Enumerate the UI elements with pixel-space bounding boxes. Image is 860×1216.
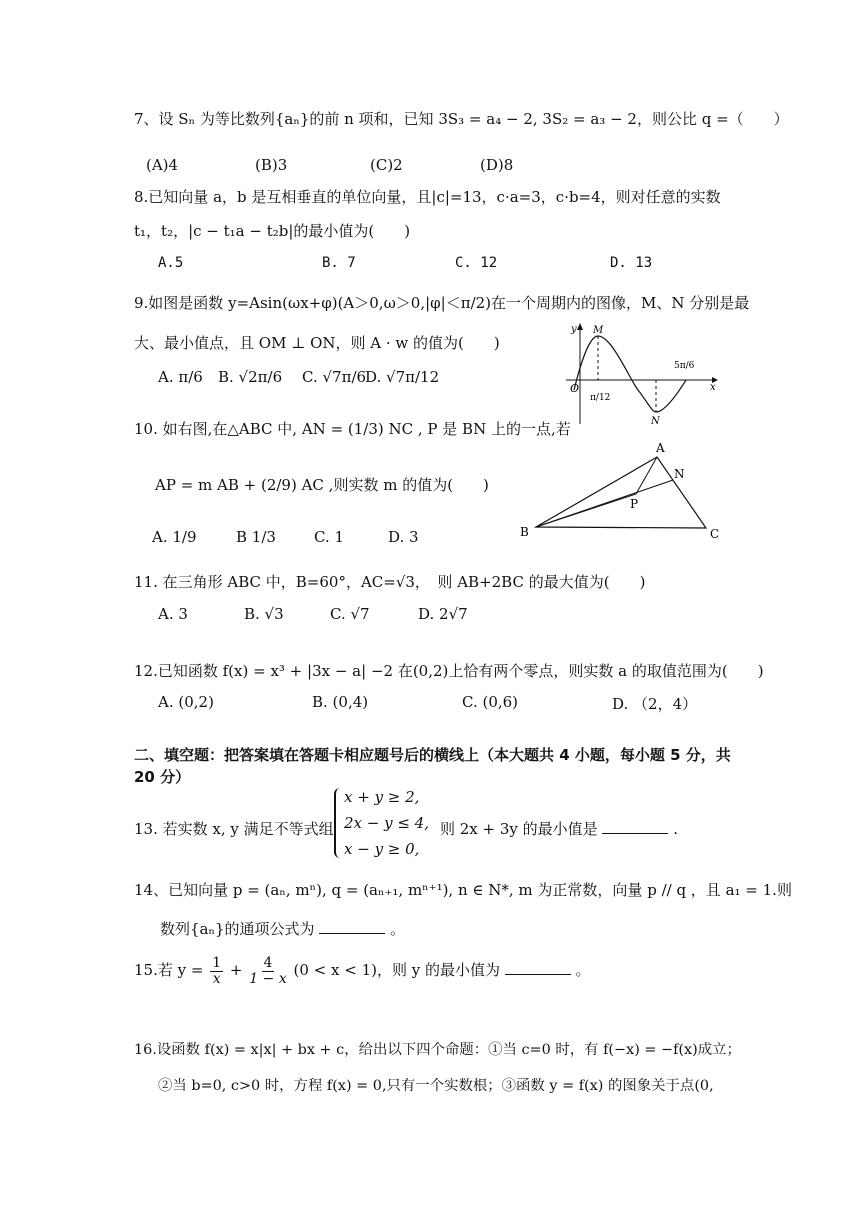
q9-line2: 大、最小值点，且 OM ⊥ ON，则 A · w 的值为( ) [134, 334, 500, 352]
q7-option-a: (A)4 [146, 156, 179, 174]
q13-end: . [673, 820, 679, 838]
q12-text: 12.已知函数 f(x) = x³ + |3x − a| −2 在(0,2)上恰有两个零点，则实数 a 的取值范围为( ) [134, 662, 764, 680]
segment-bp [536, 494, 639, 527]
q8-option-b: B. 7 [322, 255, 356, 271]
q13-constraint-3: x − y ≥ 0, [344, 840, 420, 858]
inequality-brace [334, 788, 342, 858]
q13-constraint-1: x + y ≥ 2, [344, 788, 420, 806]
q14-line2: 数列{aₙ}的通项公式为 [160, 920, 315, 938]
q12-option-a: A. (0,2) [158, 693, 214, 711]
q14-line2-wrap [160, 918, 405, 939]
y-arrow-icon [577, 323, 583, 330]
q13-prefix: 13. 若实数 x, y 满足不等式组 [134, 820, 334, 838]
q13-suffix [440, 818, 678, 839]
q12-option-c: C. (0,6) [462, 693, 519, 711]
q9-option-d: D. √7π/12 [365, 368, 440, 386]
q12-option-b: B. (0,4) [312, 693, 369, 711]
q10-option-b: B 1/3 [236, 528, 276, 546]
q11-text: 11. 在三角形 ABC 中，B=60°，AC=√3， 则 AB+2BC 的最大值为( ) [134, 573, 646, 591]
point-p-label: P [630, 497, 639, 511]
q15-prefix: 15.若 y = [134, 961, 204, 980]
sine-graph [560, 320, 720, 428]
vertex-a-label: A [656, 441, 665, 455]
q9-option-c: C. √7π/6 [302, 368, 367, 386]
q16-line1: 16.设函数 f(x) = x|x| + bx + c，给出以下四个命题：①当 c=0 时，有 f(−x) = −f(x)成立； [134, 1042, 741, 1058]
section-2-heading-line1: 二、填空题：把答案填在答题卡相应题号后的横线上（本大题共 4 小题，每小题 5 分，共 [134, 746, 731, 764]
q13-suffix-text: 则 2x + 3y 的最小值是 [440, 820, 598, 838]
point-n-label: N [674, 467, 685, 481]
q15-end: 。 [575, 961, 591, 980]
q11-option-b: B. √3 [244, 605, 284, 623]
q8-option-a: A.5 [158, 255, 184, 271]
q15-line [134, 956, 591, 986]
x-label: x [710, 382, 716, 393]
q15-condition: (0 < x < 1)，则 y 的最小值为 [293, 961, 500, 980]
q11-option-d: D. 2√7 [418, 605, 468, 623]
triangle-figure [512, 438, 732, 548]
q13-answer-blank[interactable] [602, 819, 668, 834]
q10-option-d: D. 3 [388, 528, 419, 546]
q10-line2: AP = m AB + (2/9) AC ,则实数 m 的值为( ) [155, 476, 489, 494]
section-2-heading-line2: 20 分） [134, 768, 191, 786]
origin-label: O [570, 382, 580, 395]
q9-option-a: A. π/6 [158, 368, 203, 386]
q11-option-a: A. 3 [158, 605, 188, 623]
q8-option-c: C. 12 [455, 255, 498, 271]
n-label: N [651, 416, 660, 427]
q14-end: 。 [390, 920, 406, 938]
q14-line1: 14、已知向量 p = (aₙ, mⁿ), q = (aₙ₊₁, mⁿ⁺¹), n ∈ N*, m 为正常数，向量 p // q ，且 a₁ = 1.则 [134, 881, 792, 899]
q10-line1: 10. 如右图,在△ABC 中, AN = (1/3) NC , P 是 BN 上的一点,若 [134, 420, 571, 438]
q11-option-c: C. √7 [330, 605, 370, 623]
q12-option-d: D. （2，4） [612, 695, 698, 713]
q13-constraint-2: 2x − y ≤ 4, [344, 814, 429, 832]
q7-option-d: (D)8 [480, 156, 514, 174]
q8-line2: t₁，t₂，|c − t₁a − t₂b|的最小值为( ) [134, 222, 411, 240]
q10-option-c: C. 1 [314, 528, 345, 546]
tick-pi-over-12: π/12 [590, 393, 611, 403]
tick-5pi-over-6: 5π/6 [674, 361, 695, 371]
q15-answer-blank[interactable] [505, 960, 571, 975]
vertex-c-label: C [710, 527, 720, 541]
q8-option-d: D. 13 [610, 255, 653, 271]
q9-option-b: B. √2π/6 [218, 368, 283, 386]
q10-option-a: A. 1/9 [152, 528, 197, 546]
q15-fraction-2: $\frac{4}{1 - x}$ [249, 955, 287, 987]
q8-line1: 8.已知向量 a，b 是互相垂直的单位向量，且|c|=13，c·a=3，c·b=4，则对任意的实数 [134, 188, 721, 206]
m-label: M [593, 325, 604, 336]
q15-plus: + [229, 961, 243, 980]
q7-text: 7、设 Sₙ 为等比数列{aₙ}的前 n 项和，已知 3S₃ = a₄ − 2, 3S₂ = a₃ − 2，则公比 q =（ ） [134, 110, 789, 128]
q15-fraction-1: $\frac{1}{x}$ [212, 955, 222, 987]
vertex-b-label: B [520, 525, 529, 539]
q7-option-b: (B)3 [255, 156, 288, 174]
y-label: y [571, 324, 577, 335]
q9-line1: 9.如图是函数 y=Asin(ωx+φ)(A＞0,ω＞0,|φ|＜π/2)在一个周期内的图像，M、N 分别是最 [134, 294, 750, 312]
q14-answer-blank[interactable] [319, 919, 385, 934]
q16-line2: ②当 b=0, c>0 时，方程 f(x) = 0,只有一个实数根；③函数 y = f(x) 的图象关于点(0, [158, 1078, 714, 1094]
q7-option-c: (C)2 [370, 156, 403, 174]
